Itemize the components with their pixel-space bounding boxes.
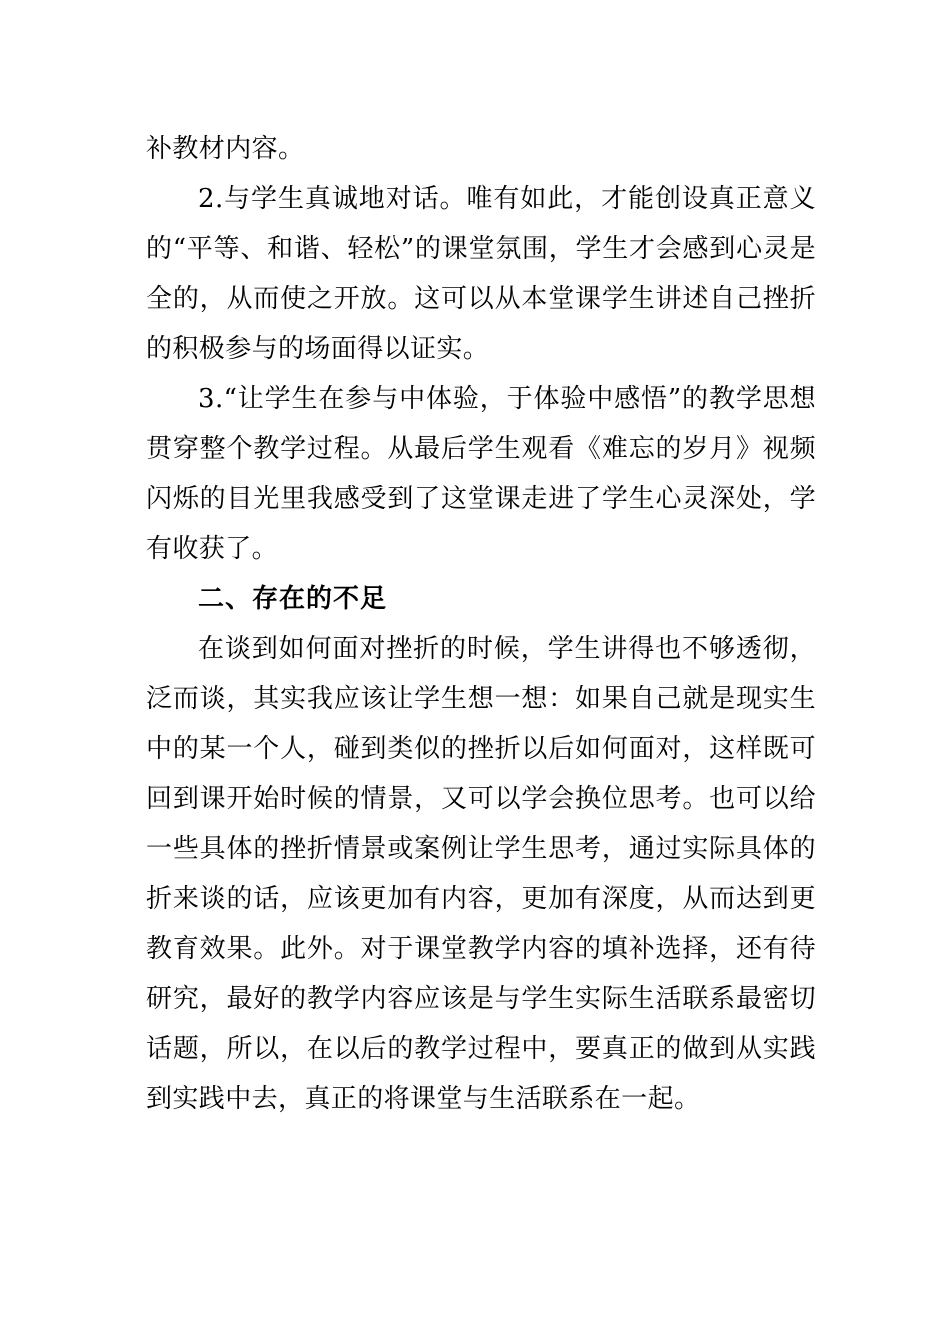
paragraph-line: 折来谈的话，应该更加有内容，更加有深度，从而达到更 <box>146 884 816 914</box>
paragraph-line: 话题，所以，在以后的教学过程中，要真正的做到从实践 <box>146 1034 816 1064</box>
paragraph-line: 中的某一个人，碰到类似的挫折以后如何面对，这样既可 <box>146 734 816 764</box>
document-body <box>146 124 816 1124</box>
paragraph-line: 全的，从而使之开放。这可以从本堂课学生讲述自己挫折 <box>146 284 816 314</box>
paragraph-line: 研究，最好的教学内容应该是与学生实际生活联系最密切 <box>146 984 816 1014</box>
paragraph-line: 回到课开始时候的情景，又可以学会换位思考。也可以给 <box>146 784 816 814</box>
paragraph-line: 到实践中去，真正的将课堂与生活联系在一起。 <box>146 1084 701 1114</box>
paragraph-line: 闪烁的目光里我感受到了这堂课走进了学生心灵深处，学 <box>146 484 816 514</box>
paragraph-line: 的积极参与的场面得以证实。 <box>146 334 490 364</box>
paragraph-line: 在谈到如何面对挫折的时候，学生讲得也不够透彻， <box>198 634 816 664</box>
paragraph-line: 贯穿整个教学过程。从最后学生观看《难忘的岁月》视频 <box>146 434 816 464</box>
paragraph-line: 3.“让学生在参与中体验，于体验中感悟”的教学思想 <box>198 384 816 414</box>
paragraph-line: 2.与学生真诚地对话。唯有如此，才能创设真正意义 <box>198 184 816 214</box>
paragraph-line: 的“平等、和谐、轻松”的课堂氛围，学生才会感到心灵是 <box>146 234 816 264</box>
paragraph-line: 一些具体的挫折情景或案例让学生思考，通过实际具体的 <box>146 834 816 864</box>
paragraph-line: 泛而谈，其实我应该让学生想一想：如果自己就是现实生 <box>146 684 816 714</box>
paragraph-line: 教育效果。此外。对于课堂教学内容的填补选择，还有待 <box>146 934 816 964</box>
paragraph-line: 补教材内容。 <box>146 134 305 164</box>
paragraph-line: 有收获了。 <box>146 534 279 564</box>
section-heading: 二、存在的不足 <box>198 584 388 614</box>
